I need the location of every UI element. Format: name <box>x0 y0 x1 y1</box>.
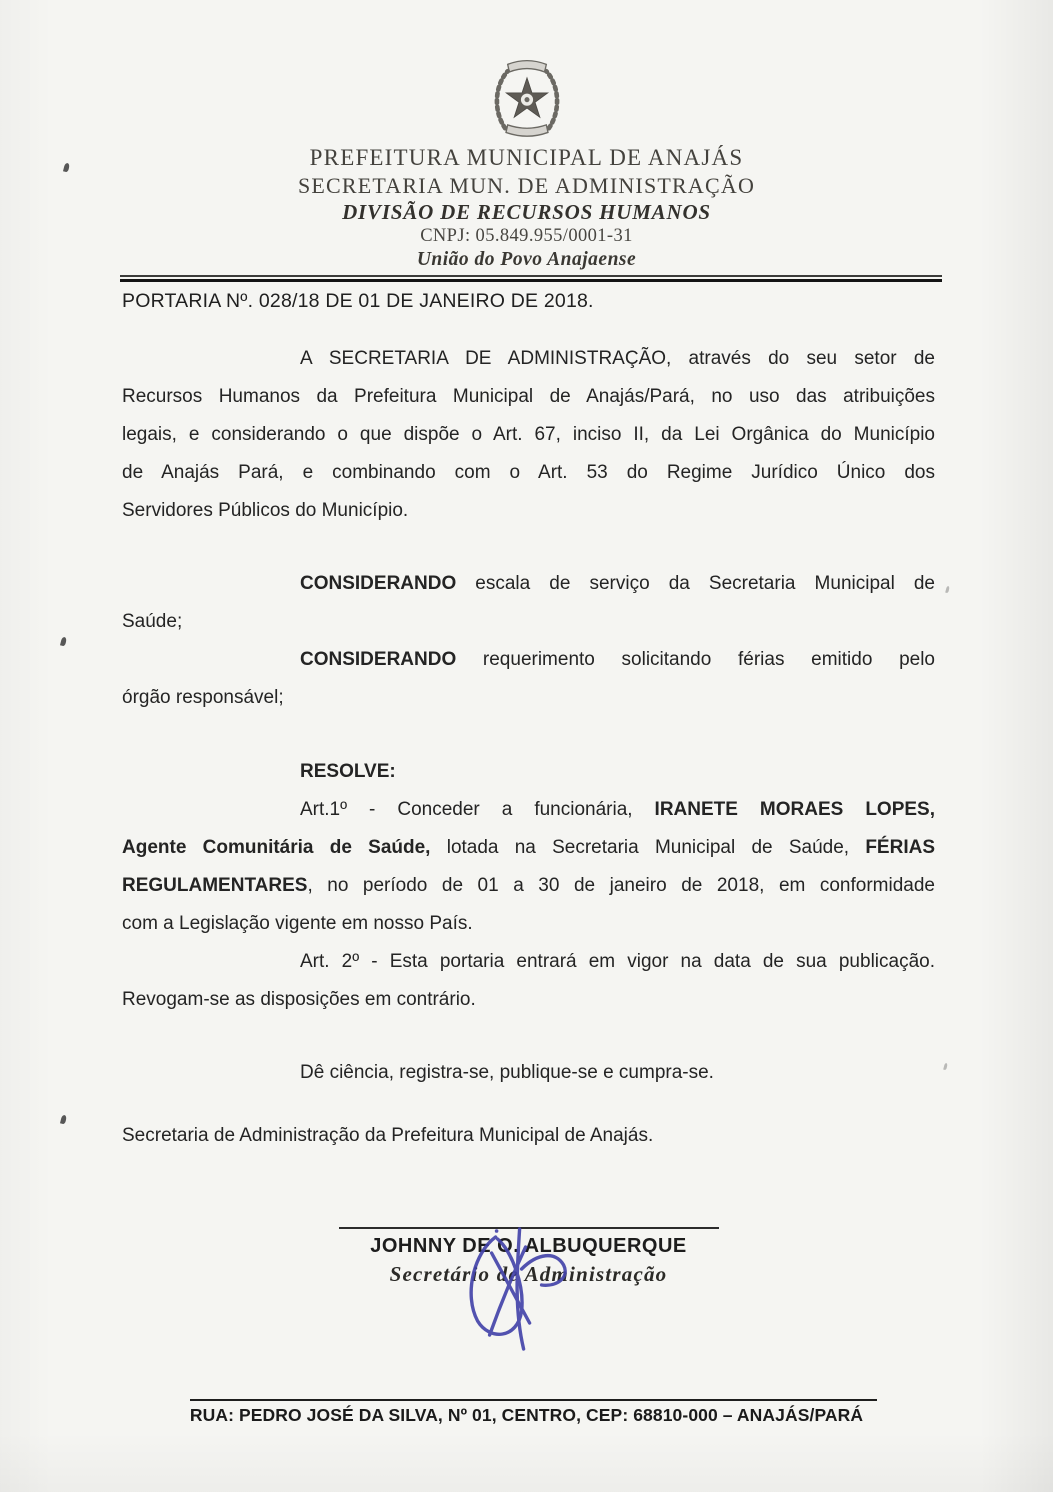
header-prefeitura: PREFEITURA MUNICIPAL DE ANAJÁS <box>309 145 744 170</box>
handwritten-signature <box>433 1223 613 1355</box>
header-motto: União do Povo Anajaense <box>416 249 637 270</box>
text-line: legais, e considerando o que dispõe o Art. 67, inciso II, da Lei Orgânica do Município <box>122 424 935 445</box>
paragraph-issuer <box>122 1117 935 1155</box>
text-line: REGULAMENTARES, no período de 01 a 30 de janeiro de 2018, em conformidade <box>122 875 935 896</box>
text-line: CONSIDERANDO requerimento solicitando férias emitido pelo <box>300 649 935 670</box>
text-line: RESOLVE: <box>300 761 396 782</box>
signatory-role: Secretário de Administração <box>389 1262 668 1286</box>
header-divisao: DIVISÃO DE RECURSOS HUMANOS <box>342 200 711 224</box>
portaria-title: PORTARIA Nº. 028/18 DE 01 DE JANEIRO DE 2018. <box>122 290 594 312</box>
paragraph-considerando-2 <box>122 641 935 717</box>
text-line: Secretaria de Administração da Prefeitura Municipal de Anajás. <box>122 1125 654 1146</box>
text-line: Art.1º - Conceder a funcionária, IRANETE MORAES LOPES, <box>300 799 936 820</box>
municipal-coat-of-arms-icon <box>485 54 569 142</box>
text-line: Recursos Humanos da Prefeitura Municipal de Anajás/Pará, no uso das atribuições <box>122 386 935 407</box>
paragraph-closing <box>122 1054 935 1092</box>
signatory-name: JOHNNY DE O. ALBUQUERQUE <box>370 1235 687 1257</box>
paragraph-resolve <box>122 753 935 791</box>
header-cnpj: CNPJ: 05.849.955/0001-31 <box>420 226 633 246</box>
text-line: Agente Comunitária de Saúde, lotada na Secretaria Municipal de Saúde, FÉRIAS <box>122 837 936 858</box>
header-divider-rule <box>120 275 942 282</box>
text-line: Dê ciência, registra-se, publique-se e cumpra-se. <box>300 1062 714 1083</box>
footer-rule <box>190 1399 877 1401</box>
text-line: CONSIDERANDO escala de serviço da Secretaria Municipal de <box>300 573 935 594</box>
paragraph-preamble <box>122 340 935 530</box>
page-footer <box>0 1399 1053 1426</box>
text-line: com a Legislação vigente em nosso País. <box>122 913 473 934</box>
text-line: de Anajás Pará, e combinando com o Art. 53 do Regime Jurídico Único dos <box>122 462 935 483</box>
text-line: Servidores Públicos do Município. <box>122 500 409 521</box>
header-secretaria: SECRETARIA MUN. DE ADMINISTRAÇÃO <box>297 173 756 198</box>
text-line: Revogam-se as disposições em contrário. <box>122 989 476 1010</box>
text-line: Saúde; <box>122 611 183 632</box>
paragraph-considerando-1 <box>122 565 935 641</box>
paragraph-article-1 <box>122 791 935 943</box>
paragraph-article-2 <box>122 943 935 1019</box>
footer-address: RUA: PEDRO JOSÉ DA SILVA, Nº 01, CENTRO, CEP: 68810-000 – ANAJÁS/PARÁ <box>189 1405 864 1425</box>
signature-block <box>122 1227 935 1288</box>
text-line: A SECRETARIA DE ADMINISTRAÇÃO, através do seu setor de <box>300 348 935 369</box>
text-line: Art. 2º - Esta portaria entrará em vigor na data de sua publicação. <box>300 951 935 972</box>
text-line: órgão responsável; <box>122 687 284 708</box>
